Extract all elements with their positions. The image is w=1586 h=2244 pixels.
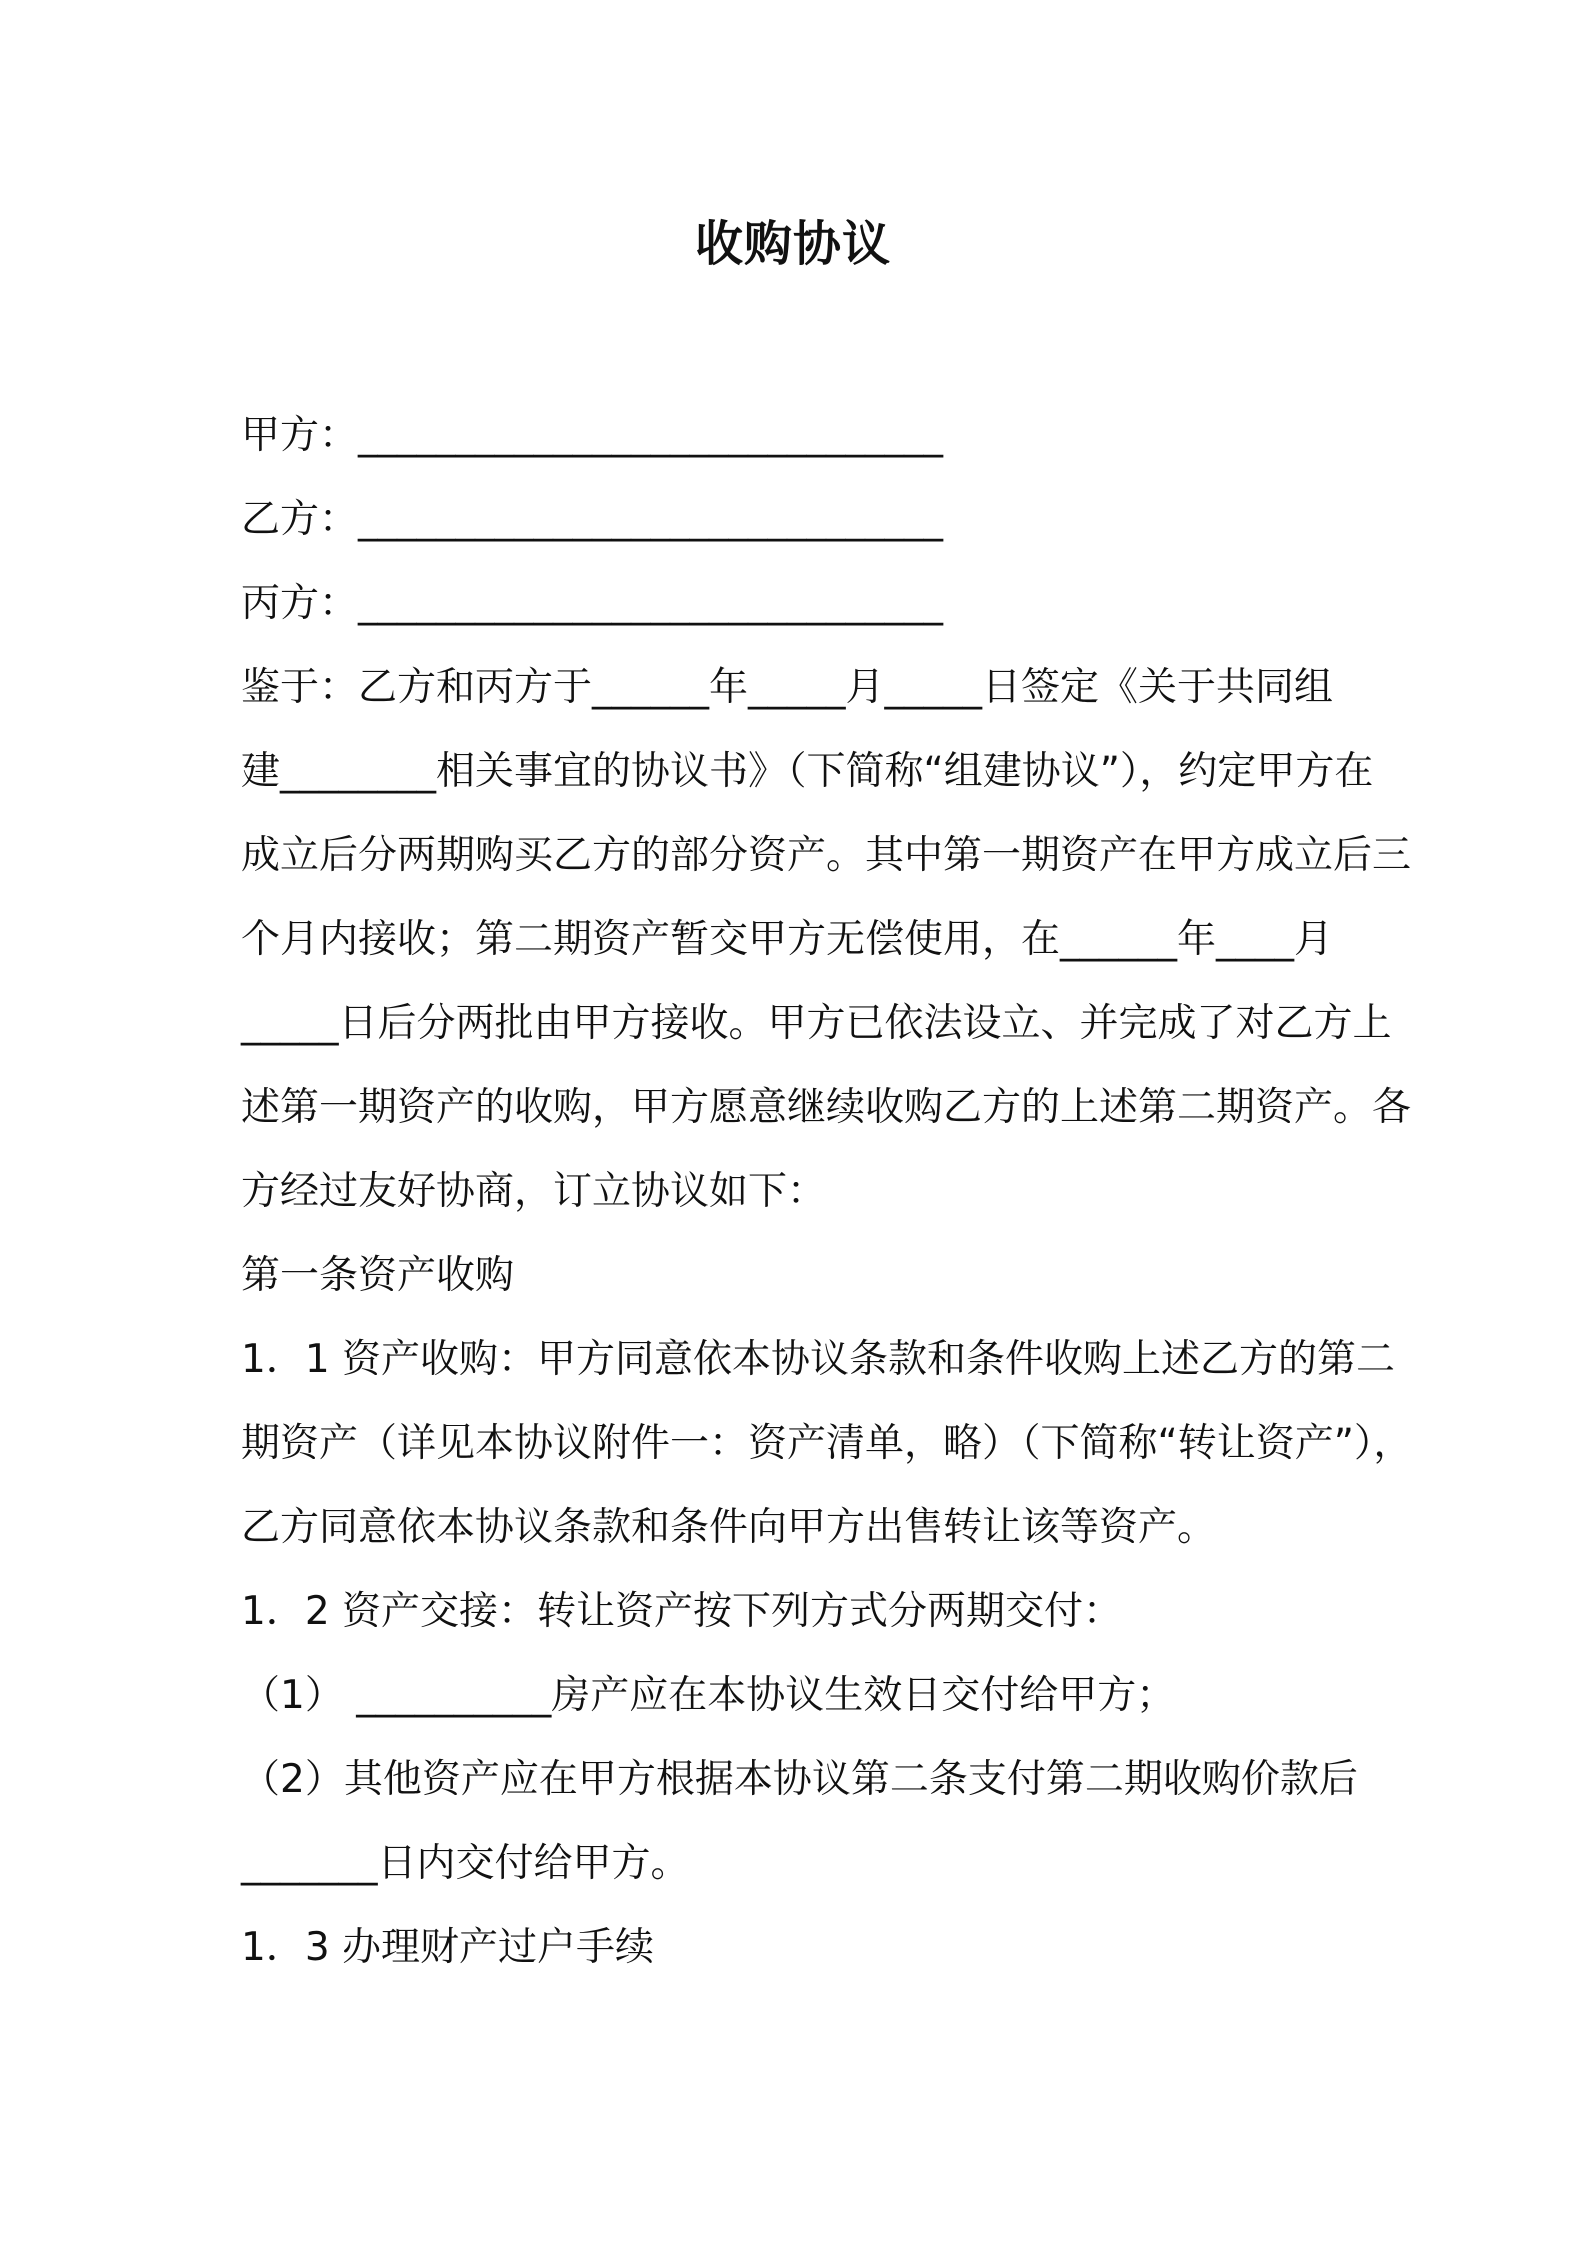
clause-1-1-line-3: 乙方同意依本协议条款和条件向甲方出售转让该等资产。 [241, 1505, 1217, 1550]
party-a-line: 甲方：______________________________ [241, 413, 944, 458]
recital-line-7: 方经过友好协商，订立协议如下： [241, 1169, 827, 1214]
recital-line-4: 个月内接收；第二期资产暂交甲方无偿使用，在______年____月 [241, 917, 1334, 962]
recital-line-6: 述第一期资产的收购，甲方愿意继续收购乙方的上述第二期资产。各 [241, 1085, 1412, 1130]
recital-line-2: 建________相关事宜的协议书》（下简称“组建协议”），约定甲方在 [241, 749, 1374, 794]
article-1-heading: 第一条资产收购 [241, 1253, 515, 1298]
recital-line-5: _____日后分两批由甲方接收。甲方已依法设立、并完成了对乙方上 [241, 1001, 1392, 1046]
recital-line-3: 成立后分两期购买乙方的部分资产。其中第一期资产在甲方成立后三 [241, 833, 1412, 878]
item-2-line-2: _______日内交付给甲方。 [241, 1841, 690, 1886]
party-c-line: 丙方：______________________________ [241, 581, 944, 626]
item-2-line-1: （2）其他资产应在甲方根据本协议第二条支付第二期收购价款后 [241, 1757, 1358, 1802]
clause-1-3-line: 1．3 办理财产过户手续 [241, 1925, 655, 1970]
document-title: 收购协议 [694, 216, 891, 272]
clause-1-2-line: 1．2 资产交接：转让资产按下列方式分两期交付： [241, 1589, 1123, 1634]
item-1-line: （1） __________房产应在本协议生效日交付给甲方； [241, 1673, 1176, 1718]
clause-1-1-line-1: 1．1 资产收购：甲方同意依本协议条款和条件收购上述乙方的第二 [241, 1337, 1396, 1382]
recital-line-1: 鉴于：乙方和丙方于______年_____月_____日签定《关于共同组 [241, 665, 1334, 710]
clause-1-1-line-2: 期资产（详见本协议附件一：资产清单，略）（下简称“转让资产”）， [241, 1421, 1413, 1466]
party-b-line: 乙方：______________________________ [241, 497, 944, 542]
